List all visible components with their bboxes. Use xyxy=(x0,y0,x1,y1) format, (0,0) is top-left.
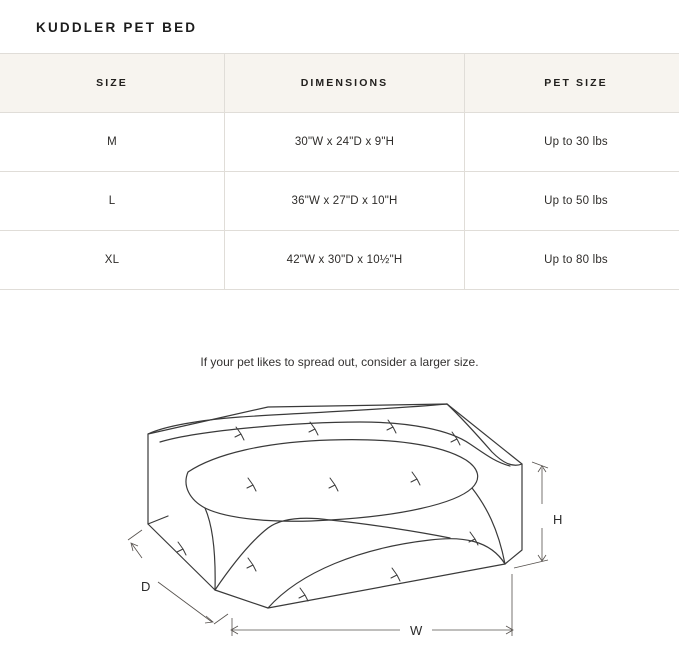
cell-size: M xyxy=(0,113,225,172)
bed-left-panel-fold xyxy=(148,516,168,524)
size-table xyxy=(0,53,679,290)
size-advice-caption: If your pet likes to spread out, consider a larger size. xyxy=(200,355,479,369)
cell-dimensions: 36"W x 27"D x 10"H xyxy=(225,172,465,231)
depth-label: D xyxy=(141,579,151,594)
cell-pet-size: Up to 80 lbs xyxy=(465,231,679,290)
depth-tick-bottom xyxy=(214,614,228,624)
depth-line-lower xyxy=(158,582,212,622)
bed-front-cushion-edge xyxy=(268,539,505,608)
height-tick-bottom xyxy=(514,560,548,568)
bed-left-inner-wall xyxy=(205,508,215,590)
bed-outer-shell xyxy=(148,404,522,608)
table-row xyxy=(0,231,679,290)
table-header xyxy=(0,54,679,113)
table-header-row xyxy=(0,54,679,113)
depth-line-upper xyxy=(132,544,142,558)
bed-front-rim-line xyxy=(330,520,450,538)
bed-diagram xyxy=(0,382,679,644)
cell-dimensions: 30"W x 24"D x 9"H xyxy=(225,113,465,172)
pet-bed-illustration xyxy=(0,382,679,644)
depth-tick-top xyxy=(128,530,142,540)
table-row xyxy=(0,172,679,231)
cell-dimensions: 42"W x 30"D x 10½"H xyxy=(225,231,465,290)
cell-pet-size: Up to 30 lbs xyxy=(465,113,679,172)
height-label: H xyxy=(553,512,563,527)
column-header-dimensions: DIMENSIONS xyxy=(225,54,465,113)
bed-back-top-edge xyxy=(148,404,447,434)
dimension-lines xyxy=(128,462,548,636)
bed-front-left-fold xyxy=(215,518,330,590)
column-header-size: SIZE xyxy=(0,54,225,113)
cell-pet-size: Up to 50 lbs xyxy=(465,172,679,231)
width-label: W xyxy=(410,623,423,638)
cell-size: L xyxy=(0,172,225,231)
cell-size: XL xyxy=(0,231,225,290)
bed-right-inner-wall xyxy=(472,488,505,564)
page-title: KUDDLER PET BED xyxy=(36,20,198,35)
table-body xyxy=(0,113,679,290)
table-row xyxy=(0,113,679,172)
column-header-pet-size: PET SIZE xyxy=(465,54,679,113)
height-tick-top xyxy=(532,462,548,468)
